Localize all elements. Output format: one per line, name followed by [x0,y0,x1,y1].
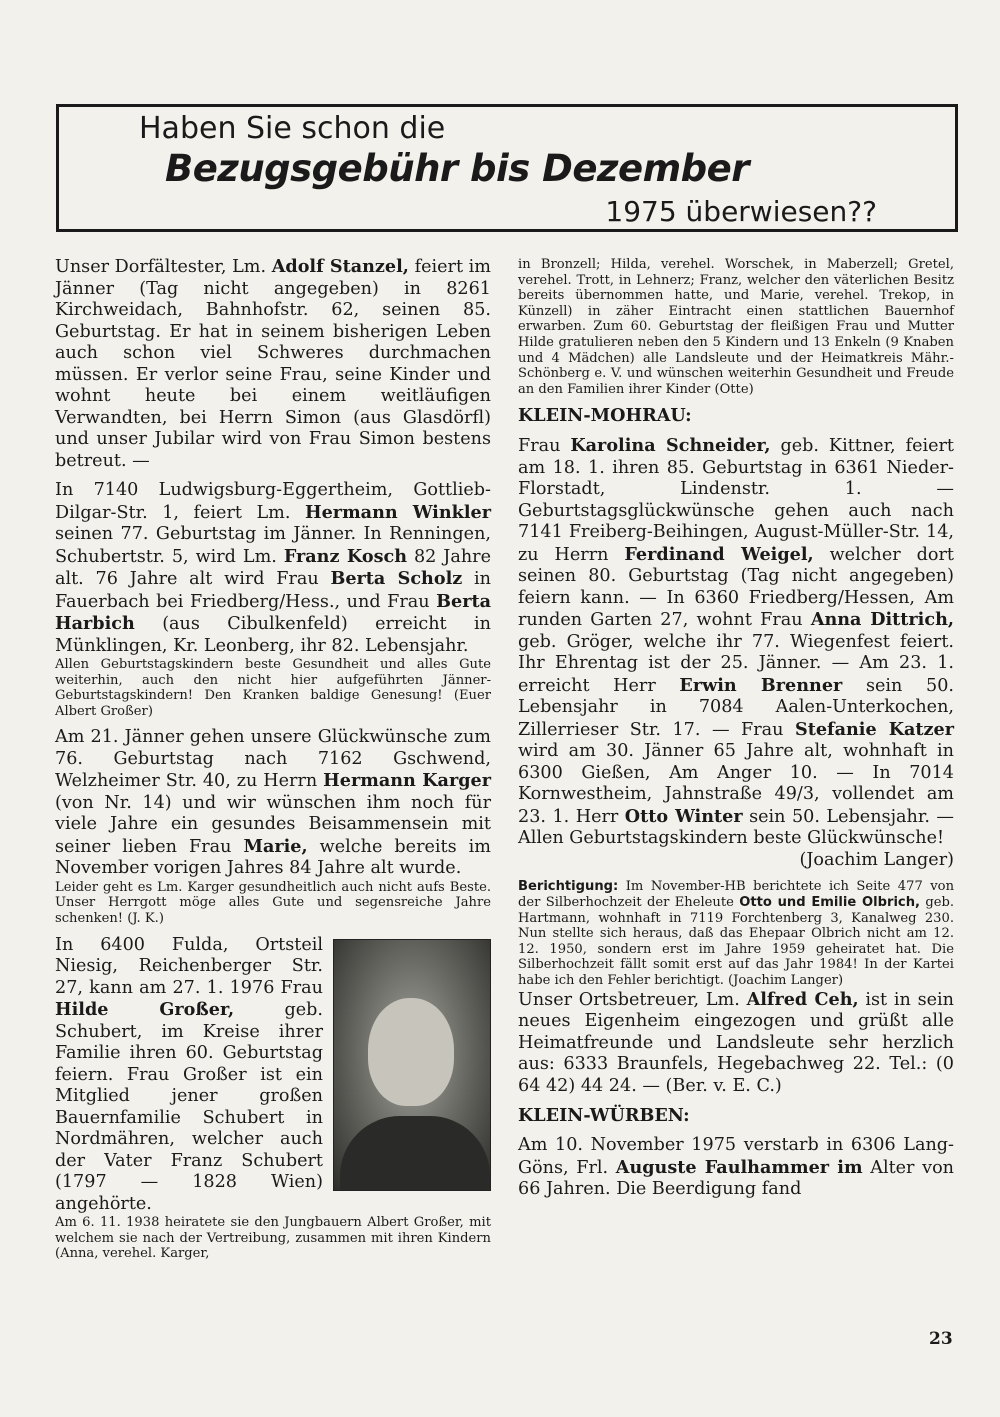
family-continuation: in Bronzell; Hilda, verehel. Worschek, in Maberzell; Gretel, verehel. Trott, in Lehnerz; Franz, welcher den väterlichen Besitz bereits übernommen hatte, und Marie, verehel. Trekop, in Künzell) in zäher Eintracht einen stattlichen Bauernhof erwarben. Zum 60. Geburtstag der fleißigen Frau und Mutter Hilde gratulieren neben den 5 Kindern und 13 Enkeln (9 Knaben und 4 Mädchen) alle Landsleute und der Heimatkreis Mähr.-Schönberg e. V. und wünschen weiterhin Gesundheit und Freude an den Familien ihrer Kinder (Otte) [518,257,954,397]
subscription-banner [56,104,958,232]
correction-note: Berichtigung: Im November-HB berichtete ich Seite 477 von der Silberhochzeit der Eheleute Otto und Emilie Olbrich, geb. Hartmann, wohnhaft in 7119 Forchtenberg 3, Kanalweg 230. Nun stellte sich heraus, daß das Ehepaar Olbrich nicht am 12. 12. 1950, sondern erst im Jahre 1959 geheiratet hat. Die Silberhochzeit fällt somit erst auf das Jahr 1984! In der Kartei habe ich den Fehler berichtigt. (Joachim Langer) [518,879,955,988]
faulhammer-paragraph: Am 10. November 1975 verstarb in 6306 Lang-Göns, Frl. Auguste Faulhammer im Alter von 66 Jahren. Die Beerdigung fand [518,1135,954,1199]
banner-line-1: Haben Sie schon die [139,111,446,146]
karger-health-note: Leider geht es Lm. Karger gesundheitlich auch nicht aufs Beste. Unser Herrgott möge alles Gute und segensreiche Jahre schenken! (J. K.) [55,879,491,927]
page-number: 23 [929,1329,953,1349]
left-column [55,256,491,1262]
marriage-note: Am 6. 11. 1938 heiratete sie den Jungbauern Albert Großer, mit welchem sie nach der Vertreibung, zusammen mit ihren Kindern (Anna, verehel. Karger, [55,1215,491,1262]
right-column [518,257,954,1201]
banner-line-2: Bezugsgebühr bis Dezember [165,147,749,190]
portrait-photo [333,939,491,1191]
klein-mohrau-paragraph: Frau Karolina Schneider, geb. Kittner, feiert am 18. 1. ihren 85. Geburtstag in 6361 Nieder-Florstadt, Lindenstr. 1. — Geburtstagsglückwünsche gehen auch nach 7141 Freiberg-Beihingen, August-Müller-Str. 14, zu Herrn Ferdinand Weigel, welcher dort seinen 80. Geburtstag (Tag nicht angegeben) feiern kann. — In 6360 Friedberg/Hessen, Am runden Garten 27, wohnt Frau Anna Dittrich, geb. Gröger, welche ihr 77. Wiegenfest feiert. Ihr Ehrentag ist der 25. Jänner. — Am 23. 1. erreicht Herr Erwin Brenner sein 50. Lebensjahr in 7084 Aalen-Unterkochen, Zillerrieser Str. 17. — Frau Stefanie Katzer wird am 30. Jänner 65 Jahre alt, wohnhaft in 6300 Gießen, Am Anger 10. — In 7014 Kornwestheim, Jahnstraße 49/3, vollendet am 23. 1. Herr Otto Winter sein 50. Lebensjahr. — Allen Geburtstagskindern beste Glückwünsche! [518,435,955,849]
signature-langer: (Joachim Langer) [799,849,954,870]
heading-klein-mohrau: KLEIN-MOHRAU: [518,405,692,427]
stanzel-paragraph: Unser Dorfältester, Lm. Adolf Stanzel, feiert im Jänner (Tag nicht angegeben) in 8261 Kirchweidach, Bahnhofstr. 62, seinen 85. Geburtstag. Er hat in seinem bisherigen Leben auch schon viel Schweres durchmachen müssen. Er verlor seine Frau, seine Kinder und wohnt heute bei einem weitläufigen Verwandten, bei Herrn Simon (aus Glasdörfl) und unser Jubilar wird von Frau Simon bestens betreut. — [55,256,491,471]
heading-klein-wuerben: KLEIN-WÜRBEN: [518,1105,690,1126]
winkler-paragraph: In 7140 Ludwigsburg-Eggertheim, Gottlieb-Dilgar-Str. 1, feiert Lm. Hermann Winkler seinen 77. Geburtstag im Jänner. In Renningen, Schubertstr. 5, wird Lm. Franz Kosch 82 Jahre alt. 76 Jahre alt wird Frau Berta Scholz in Fauerbach bei Friedberg/Hess., und Frau Berta Harbich (aus Cibulkenfeld) erreicht in Münklingen, Kr. Leonberg, ihr 82. Lebensjahr. [55,480,491,656]
banner-line-3: 1975 überwiesen?? [605,195,877,228]
karger-paragraph: Am 21. Jänner gehen unsere Glückwünsche zum 76. Geburtstag nach 7162 Gschwend, Welzheimer Str. 40, zu Herrn Hermann Karger (von Nr. 14) und wir wünschen ihm noch für viele Jahre ein gesundes Beisammensein mit seiner lieben Frau Marie, welche bereits im November vorigen Jahres 84 Jahre alt wurde. [55,727,491,879]
grosser-greeting: Allen Geburtstagskindern beste Gesundheit und alles Gute weiterhin, auch den nicht hier aufgeführten Jänner-Geburtstagskindern! Den Kranken baldige Genesung! (Euer Albert Großer) [55,657,491,719]
hilde-grosser-paragraph: In 6400 Fulda, Ortsteil Niesig, Reichenberger Str. 27, kann am 27. 1. 1976 Frau Hilde Großer, geb. Schubert, im Kreise ihrer Familie ihren 60. Geburtstag feiern. Frau Großer ist ein Mitglied jener großen Bauernfamilie Schubert in Nordmähren, welcher auch der Vater Franz Schubert (1797 — 1828 Wien) angehörte. [55,934,323,1214]
ceh-paragraph: Unser Ortsbetreuer, Lm. Alfred Ceh, ist in sein neues Eigenheim eingezogen und grüßt alle Heimatfreunde und Landsleute sehr herzlich aus: 6333 Braunfels, Hegebachweg 22. Tel.: (0 64 42) 44 24. — (Ber. v. E. C.) [518,988,954,1096]
